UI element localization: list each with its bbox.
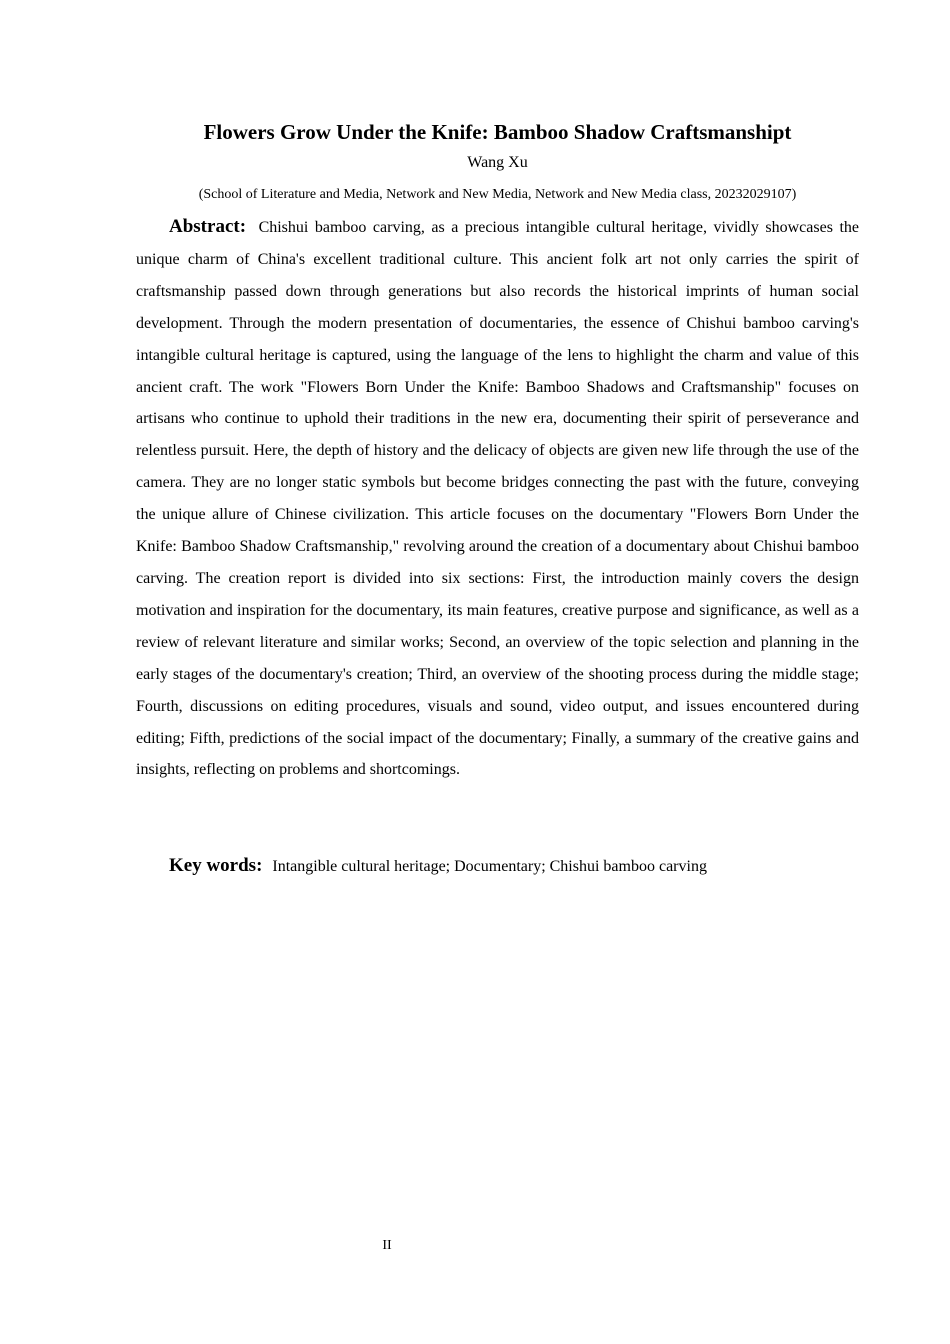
paper-title: Flowers Grow Under the Knife: Bamboo Shadow Craftsmanshipt (203, 120, 792, 144)
abstract-text: Chishui bamboo carving, as a precious intangible cultural heritage, vividly showcases the unique charm of China's excellent traditional culture. This ancient folk art not only carries the spirit of craftsmanship passed down through generations but also records the historical imprints of human social development. Through the modern presentation of documentaries, the essence of Chishui bamboo carving's intangible cultural heritage is captured, using the language of the lens to highlight the charm and value of this ancient craft. The work "Flowers Born Under the Knife: Bamboo Shadows and Craftsmanship" focuses on artisans who continue to uphold their traditions in the new era, documenting their spirit of perseverance and relentless pursuit. Here, the depth of history and the delicacy of objects are given new life through the use of the camera. They are no longer static symbols but become bridges connecting the past with the future, conveying the unique allure of Chinese civilization. This article focuses on the documentary "Flowers Born Under the Knife: Bamboo Shadow Craftsmanship," revolving around the creation of a documentary about Chishui bamboo carving. The creation report is divided into six sections: First, the introduction mainly covers the design motivation and inspiration for the documentary, its main features, creative purpose and significance, as well as a review of relevant literature and similar works; Second, an overview of the topic selection and planning in the early stages of the documentary's creation; Third, an overview of the shooting process during the middle stage; Fourth, discussions on editing procedures, visuals and sound, video output, and issues encountered during editing; Fifth, predictions of the social impact of the documentary; Finally, a summary of the creative gains and insights, reflecting on problems and shortcomings. (136, 219, 860, 779)
author-name: Wang Xu (467, 154, 528, 171)
page-number: II (382, 1238, 392, 1253)
keywords-text: Intangible cultural heritage; Documentary; Chishui bamboo carving (272, 858, 707, 875)
abstract-paragraph (136, 211, 859, 786)
keywords-line (169, 851, 859, 882)
author-affiliation: (School of Literature and Media, Network and New Media, Network and New Media class, 20232029107) (198, 187, 797, 202)
abstract-label: Abstract: (169, 216, 247, 237)
keywords-label: Key words: (169, 855, 263, 876)
